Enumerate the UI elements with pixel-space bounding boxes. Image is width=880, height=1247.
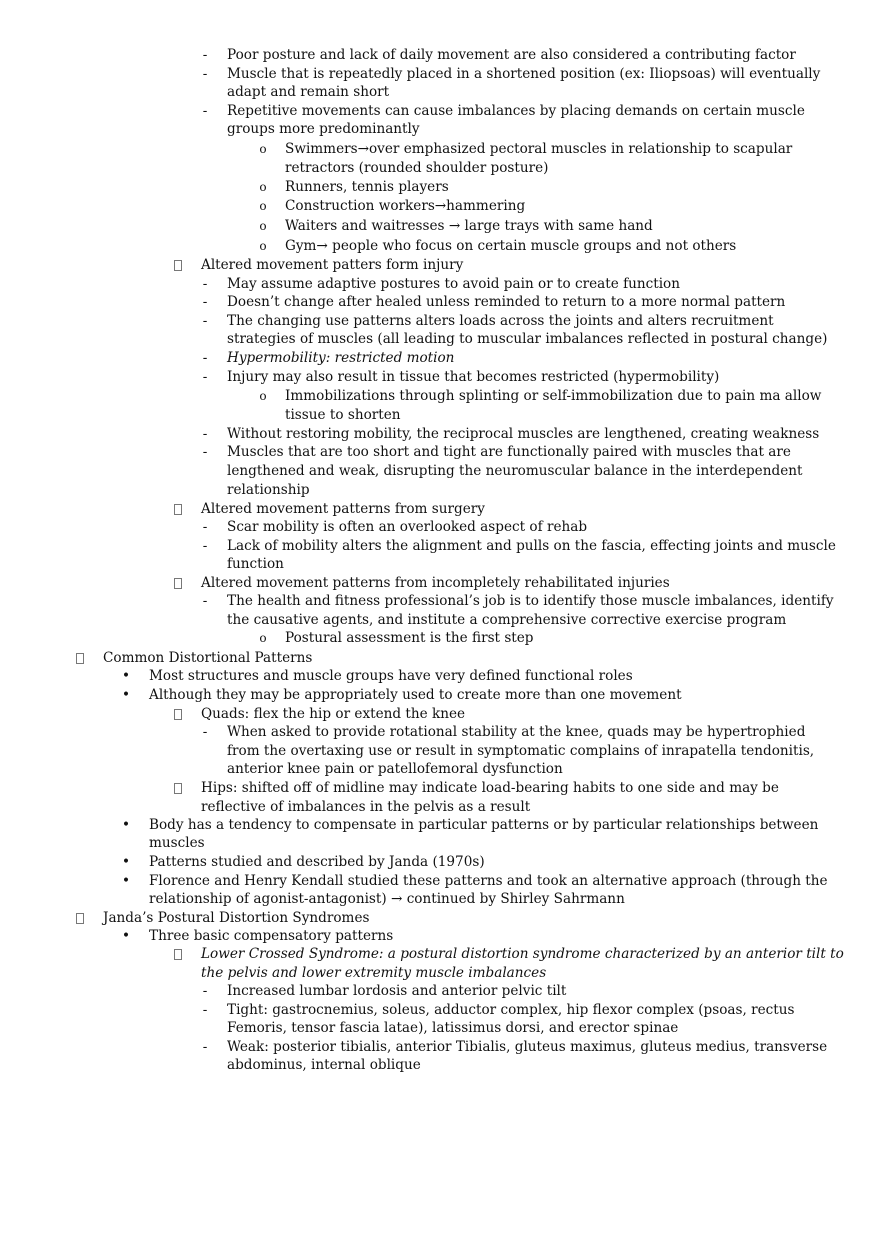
square-bullet-icon [174, 578, 182, 589]
dash-marker: - [202, 444, 208, 460]
list-item-continuation [0, 1056, 880, 1075]
list-item-text: groups more predominantly [227, 121, 420, 137]
list-item-continuation [0, 159, 880, 178]
circle-marker: o [259, 389, 267, 403]
list-item-text: Muscle that is repeatedly placed in a shortened position (ex: Iliopsoas) will eventually [227, 66, 821, 82]
dash-marker: - [202, 103, 208, 119]
list-item [0, 368, 880, 387]
list-item-text: adapt and remain short [227, 84, 390, 100]
list-item [0, 237, 880, 256]
bullet-marker: • [121, 817, 131, 833]
section-heading-text: Janda’s Postural Distortion Syndromes [103, 910, 370, 926]
list-item [0, 178, 880, 197]
list-item-text: Tight: gastrocnemius, soleus, adductor complex, hip flexor complex (psoas, rectus [227, 1002, 795, 1018]
square-bullet-icon [174, 783, 182, 794]
list-item-text: Runners, tennis players [285, 179, 449, 195]
list-item-text: Quads: flex the hip or extend the knee [201, 706, 466, 722]
list-item-continuation [0, 798, 880, 817]
list-item-text: muscles [149, 835, 205, 851]
list-item-text: anterior knee pain or patellofemoral dysfunction [227, 761, 563, 777]
bullet-marker: • [121, 928, 131, 944]
dash-marker: - [202, 350, 208, 366]
list-item-text: the causative agents, and institute a comprehensive corrective exercise program [227, 612, 787, 628]
list-item-text: relationship of agonist-antagonist) → continued by Shirley Sahrmann [149, 891, 625, 907]
list-item-continuation [0, 890, 880, 909]
list-item-text: Lower Crossed Syndrome: a postural distortion syndrome characterized by an anterior tilt to [201, 946, 844, 962]
list-item-continuation [0, 964, 880, 983]
circle-marker: o [259, 219, 267, 233]
square-bullet-icon [174, 260, 182, 271]
dash-marker: - [202, 538, 208, 554]
list-item-text: Gym→ people who focus on certain muscle groups and not others [285, 238, 737, 254]
list-item-text: Doesn’t change after healed unless reminded to return to a more normal pattern [227, 294, 786, 310]
list-item-text: Altered movement patterns from incompletely rehabilitated injuries [201, 575, 670, 591]
list-item [0, 293, 880, 312]
square-bullet-icon [174, 709, 182, 720]
list-item [0, 853, 880, 872]
square-bullet-icon [174, 504, 182, 515]
list-item-text: Poor posture and lack of daily movement are also considered a contributing factor [227, 47, 796, 63]
circle-marker: o [259, 142, 267, 156]
list-item [0, 102, 880, 121]
list-item-text: Construction workers→hammering [285, 198, 526, 214]
dash-marker: - [202, 426, 208, 442]
list-item-continuation [0, 611, 880, 630]
dash-marker: - [202, 519, 208, 535]
list-item [0, 982, 880, 1001]
circle-marker: o [259, 180, 267, 194]
list-item [0, 927, 880, 946]
list-item-continuation [0, 330, 880, 349]
list-item-text: strategies of muscles (all leading to muscular imbalances reflected in postural change) [227, 331, 828, 347]
square-bullet-icon [76, 653, 84, 664]
list-item [0, 197, 880, 216]
list-item [0, 518, 880, 537]
list-item-text: Injury may also result in tissue that becomes restricted (hypermobility) [227, 369, 720, 385]
list-item-text: Florence and Henry Kendall studied these patterns and took an alternative approach (through the [149, 873, 828, 889]
list-item [0, 387, 880, 406]
list-item-continuation [0, 760, 880, 779]
list-item [0, 592, 880, 611]
dash-marker: - [202, 294, 208, 310]
list-item-text: Muscles that are too short and tight are functionally paired with muscles that are [227, 444, 791, 460]
list-item [0, 945, 880, 964]
list-item [0, 425, 880, 444]
list-item-text: Altered movement patterns from surgery [201, 501, 485, 517]
list-item-continuation [0, 120, 880, 139]
list-item-text: May assume adaptive postures to avoid pain or to create function [227, 276, 680, 292]
list-item [0, 443, 880, 462]
bullet-marker: • [121, 668, 131, 684]
list-item-text: Three basic compensatory patterns [149, 928, 394, 944]
list-item [0, 140, 880, 159]
list-item [0, 574, 880, 593]
list-item-text: Altered movement patters form injury [201, 257, 464, 273]
list-item-text: tissue to shorten [285, 407, 401, 423]
list-item-text: Increased lumbar lordosis and anterior pelvic tilt [227, 983, 567, 999]
list-item-text: Hips: shifted off of midline may indicate load-bearing habits to one side and may be [201, 780, 779, 796]
list-item [0, 705, 880, 724]
list-item-text: Without restoring mobility, the reciprocal muscles are lengthened, creating weakness [227, 426, 820, 442]
section-heading [0, 909, 880, 928]
list-item [0, 500, 880, 519]
dash-marker: - [202, 593, 208, 609]
list-item-text: Although they may be appropriately used to create more than one movement [149, 687, 682, 703]
list-item-continuation [0, 83, 880, 102]
list-item-text: retractors (rounded shoulder posture) [285, 160, 549, 176]
list-item-text: abdominus, internal oblique [227, 1057, 421, 1073]
list-item [0, 256, 880, 275]
section-heading [0, 649, 880, 668]
list-item [0, 275, 880, 294]
dash-marker: - [202, 1039, 208, 1055]
list-item-text: lengthened and weak, disrupting the neuromuscular balance in the interdependent [227, 463, 803, 479]
list-item-text: Postural assessment is the first step [285, 630, 534, 646]
list-item-continuation [0, 742, 880, 761]
list-item-text: Repetitive movements can cause imbalances by placing demands on certain muscle [227, 103, 805, 119]
list-item-continuation [0, 462, 880, 481]
list-item [0, 629, 880, 648]
list-item-text: Femoris, tensor fascia latae), latissimus dorsi, and erector spinae [227, 1020, 679, 1036]
list-item-text: function [227, 556, 284, 572]
list-item-text: Swimmers→over emphasized pectoral muscles in relationship to scapular [285, 141, 793, 157]
list-item-text: from the overtaxing use or result in symptomatic complains of inrapatella tendonitis, [227, 743, 815, 759]
list-item-continuation [0, 834, 880, 853]
list-item-continuation [0, 406, 880, 425]
square-bullet-icon [76, 913, 84, 924]
list-item-text: Most structures and muscle groups have very defined functional roles [149, 668, 633, 684]
list-item-text: relationship [227, 482, 310, 498]
dash-marker: - [202, 47, 208, 63]
list-item [0, 312, 880, 331]
list-item-text: reflective of imbalances in the pelvis as a result [201, 799, 531, 815]
list-item [0, 65, 880, 84]
list-item-text: The health and fitness professional’s job is to identify those muscle imbalances, identify [227, 593, 834, 609]
section-heading-text: Common Distortional Patterns [103, 650, 313, 666]
list-item-text: The changing use patterns alters loads across the joints and alters recruitment [227, 313, 774, 329]
list-item [0, 1038, 880, 1057]
dash-marker: - [202, 369, 208, 385]
bullet-marker: • [121, 854, 131, 870]
list-item [0, 686, 880, 705]
list-item [0, 217, 880, 236]
dash-marker: - [202, 724, 208, 740]
list-item-continuation [0, 555, 880, 574]
circle-marker: o [259, 199, 267, 213]
list-item [0, 46, 880, 65]
circle-marker: o [259, 239, 267, 253]
list-item [0, 872, 880, 891]
dash-marker: - [202, 66, 208, 82]
list-item-continuation [0, 481, 880, 500]
dash-marker: - [202, 1002, 208, 1018]
dash-marker: - [202, 983, 208, 999]
dash-marker: - [202, 276, 208, 292]
list-item-text: When asked to provide rotational stability at the knee, quads may be hypertrophied [227, 724, 806, 740]
square-bullet-icon [174, 949, 182, 960]
list-item-text: Patterns studied and described by Janda (1970s) [149, 854, 485, 870]
list-item-text: Hypermobility: restricted motion [227, 350, 455, 366]
list-item-text: the pelvis and lower extremity muscle imbalances [201, 965, 547, 981]
list-item-text: Weak: posterior tibialis, anterior Tibialis, gluteus maximus, gluteus medius, transverse [227, 1039, 828, 1055]
list-item-text: Scar mobility is often an overlooked aspect of rehab [227, 519, 588, 535]
list-item [0, 779, 880, 798]
list-item [0, 1001, 880, 1020]
list-item [0, 723, 880, 742]
bullet-marker: • [121, 687, 131, 703]
list-item [0, 537, 880, 556]
circle-marker: o [259, 631, 267, 645]
list-item [0, 667, 880, 686]
list-item [0, 816, 880, 835]
bullet-marker: • [121, 873, 131, 889]
list-item-text: Immobilizations through splinting or self-immobilization due to pain ma allow [285, 388, 822, 404]
list-item-continuation [0, 1019, 880, 1038]
list-item-text: Body has a tendency to compensate in particular patterns or by particular relationships between [149, 817, 819, 833]
list-item-text: Waiters and waitresses → large trays with same hand [285, 218, 653, 234]
list-item-text: Lack of mobility alters the alignment and pulls on the fascia, effecting joints and muscle [227, 538, 836, 554]
list-item [0, 349, 880, 368]
dash-marker: - [202, 313, 208, 329]
